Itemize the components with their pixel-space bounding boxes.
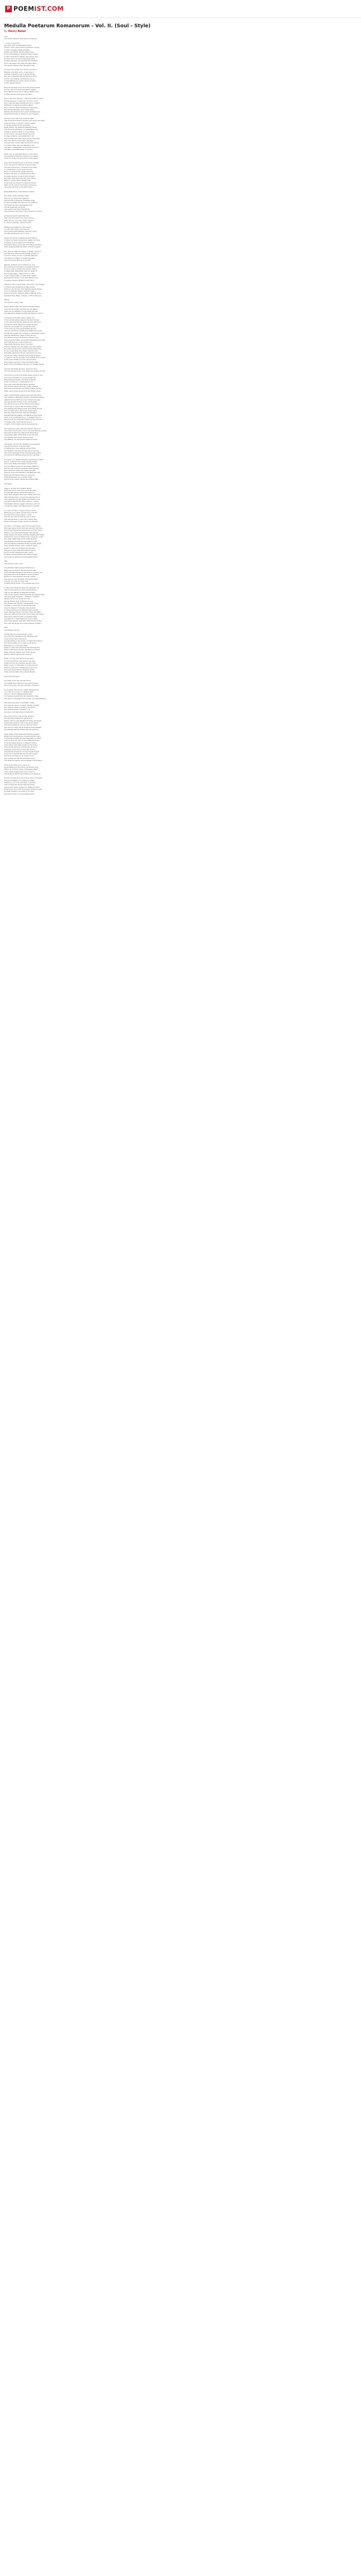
poem-byline [4, 30, 357, 33]
poemist-logo-icon: P [5, 6, 12, 12]
logo-prefix: POEM [13, 5, 35, 12]
poem-body-text: Soul. See Deceit, Elysium, Hell, Raven, Purgatory. ~ Souls for ever live: But when their old Habitations leave, Travel to new; which them in Quarters, receive. I\'d alive, breathe, finally thoughts, Within, and Wither, still the Spirit wave: From its Dwellings to all Mixed Wave in Place, To Men, from Men to Beasts, and newer does. Its place like rock wind forgiveness takes Declares his here, but shall the Old Fashions, The to the same Ione, lends the same name, The various Figures their Reception hide. We know not yet the Soul: how its produc'd, Whether with Body born, or else infus'd: Whether in Death, loved to perish the Air, One one confusedly still, and pursues there: Or thro' arch Bodies, and hersif do'es go; In Dark Brimstone Coasts, and frost below: Or into Beasts rations -- Brave Souls when loos'd from the greater Chain Of Clay, and err'd their new Watch regains, From Earth's gross Clit or Wheel, Pasture rise, In Ether warmer, and enjoy the Skies -- Who could know Nature's, unless her Mind received The Knowledge? or find God, but Dut of God? Who could the Space Immense be of or confin'd Within the Compass of a narrow Mind? How could the Stars, the Dances of the Stars, The Moving Heavens, and content Wars, Beholid And Nature in her devrot Mortality bore, Proportion'd Souls, be subject to our Thought -- Can any doubt that God resides in Man; That Souls from Heav'n descend; and where the Chain Of the he rides, to return to Heav'n again? To all the greater World, appearing Earth, Waves, Air, make the material Frame, And there this Members a commanding Soul; A Parst'd, directs it Motion of the Whole; So 'tis in Men, the lesser World, the Soul Is Chay, unitation, and sturdily thro' wit, But the Effectual Frame when ancest ideas they, This sixty Part its body's first with Rays The less view wonder, that the World is known To itself by Man, since he himself in One, The same Contemplates in his Form it showed And Man is the little Image of his God -- When once th' appointed Hours of Life arrive The passing Words their Former Love sustain, The born a new, and Aboutd'st of fresh again -- Peace with delights never in the Fruit of Plains Soul conceived no Mind by virtuous Frame Thy Here was known, of human Form Dwell To' eternal Part of your Gran only fell, But to we pick sacred, sitting plan fear Within ir the Sun, in youthful Green dress So when, Me'ams' Aconst'd Mold single it His better Part Immortal, and grow ethie'e Pagan to Vogue clame ,Hinght learn In his swift Car Forever t'd Mercury Rome; High o'er the hollow Clouds the Courses lie, And lodge the Hero in the Starry Sky -- Dying Reflections of the Emperor Adrian. Poor little, pretty, fluttring Thing! Must we no longer live together? And dost Thou prune thy trembling Wing, To take thy Flight Thou know'st not whither? Thy humorous Vein, thy pleasing Folly Lies all neglected, all forgot: And pensive wav'ring, melancholy, Thou dread'st, and fear'st, Thou know'st not what.-- Ah fleeting Spirit! wand'ring Fire, That long has warm'd my tender Bosom! Must Thou no more this Frame inspire? No more a pleasing, cheerful Guest? Whither, ah whither art Thou flying? To what dark undiscover'd Shore? Thou seem'st all trembling, shiv'ring, dying, And Wit and Humour are no more. Nature the Power of framing Sounds affords To Man, but Sean Convenience taught us Words. As Infants now for Want of Words devise Expressive Signs, and speak with Hands and Eyes; Their speaking Hand the Want of Words supplies. But, that one Man the Names of Things contriv'd, And that from him their Knowledge all deriv'd, To fond to think: for how could that Man find The Names of Things, or speak a Speaker, And not another Man do so as well? Besides, if Others us'd not Words as once, How was their Profit and Convenience known? Or how could he instruct the Others' Mind? In make them understand what he design'd? Once being single, neither Force nor Wit Could conquer many, or make them submit; Persuade his Words, or tell with Patient Voice A meaner's jargon rattling in their Ears? Therefore since proper Parts, since Voice, and Tongue, To Nature still Sensations in Man belong, Where be the Wonder, that Mankind should Frame For ev'ry diff'rent Thing a diff'rent Name? Since ev'n brute Creatures make a diff'rent Noise, Digestion Fury, Pains, or Fears, or Fill it with Joys -- Spring. See Seasons, Venus, Year. Where Winter ends, and Spring serenely shines, Then Fat the Lambs, and then are the Wines; Then soft the Slumbers on the shady Ground, And then thick Shades the Hilly Mountain's crown'd. The Spring in Forests yields a kindly Aid To Woods the Spring restores the wild's Shade: In the Vernal Spring the Lands abound with Juice, And ask for Seeds that give a bright Produce. Then the Air, present the prolific Showers To the soft Lap of his great Earthly Spouse: Then his vast Body nourishes the Mighty Preceeds, And all, the mighty Life commits'd, with Mighty Seeds. Then the Birds have tongue in airy Groves, And Herds perceive the Season of their Loves. Then teem the Fields, and melted Flake Revolves Taste And fresh Bosoms of the western Air: Then kindly Moisture rises of the fruit: The new Vessels rise, and kindly rear their Heads: Nor fears the Vine but comfort Storms shall bring: Or the rough Haisy Plow Waste clear the vine. But kindly plants her Shoots, and blooms around. And all her Leaves displays with pompous Bloom So joined to Pluck' the dusts, and earthen, their Course In the weak Childhood of the nascent Ware, Then Spring was all, for then the mighty Ring Belt'd, Free from Winter's Storms, in constant Spring -- And now the Fields all trees, and every Tree Now blooms the Grove, now smiles the beauteous Year -- Soon then by Gods from Burthi green buried to live, And ever-young Bacos in to the tender Sin Flavs Besses in Fields, and Birds in Hindry Flows or with Joy to consummate Love. The gods young Day that ushers Springs, And various Leaves adorn the grassy Springs. With such bold Powers are Nature's Parts possess, When, sand in dim moves from the Winter's Rest -- Stand, Winter fields, Seasons surrounds the Wing, And turning in gleamings Springs; the smiling Spring, Afgars from the Divits are now retreats are seen, And spread their Crests on the curling Main: The Herds are not now the Dream below alight, The Frosts no longer chill the Fields a White: The Nymphs and Graces joyful, from Shady Woods, Beyond Light dance, and lovely Venus leads. And they shift their Feet, and and stimulate Ringing With Woodlands, and Ballets at they tread, Then crown'd with Myrtle be, or Dignant Flow'rs, Burst'd from the Earth and Fearful Spring Flowers, To Faunus offer, in the sacred Groves, A Lamb, or Kid, which ever he best approves -- The Graves are gone, behold a World's care-four! Now Grows the Ground, how Loves their Branches green. The Seasons that now, allayed the Rivers Bed, Changeably glide within their proper Bounds; The Nymphs and Graces dance around, And blithely o'er the flowery Meadow bound -- The Spring, the new the warbling Song appears, The glad'st Season of rivulet Years; In Spring the Loves enkindle mutual Fires, The Feather'd Chorus join their Amorous Fires; The Grove springing Fruits with descending Rain, And Groves in diff'ring Greens adorns the Plain -- Now Both cool Stalks of Brewin extend their Ceiling; Secure of Favours from their leading Grains; Now lovely Harts from Heavy Concern tuck; Now blooming Violets for the sweety Manhood And now the Gordelos Guide Ine shell appears Boron all their Winds and release the Jaw; Then the New with Sapphire, and Beat the Song, Berlys are the Waves where for seducing While Philomela loves a tender Strain, And from the Poplar charms the turning Plain -- The Stage. Thence, 'tis said, the Tragedy knows, Unknown before, and rare of It in Her Rise, In Carts the Ogious visions exit'd abroad. Their Faces smear'd with Lees of Wine and Sore; After him the Teller of every the spending Floor; Then Aeshylus brought Masks and Robes in Use, And built a Play-House, and Contriv'd a Scene; The Buskin'd Heroes taught with Grace and Art To tread the Stage, and handsomely to act Part -- No, were at First in Trojan Numbers wrote, Where the poor Their obscene'd for a Groat; Brought in the Songs raised to dwell And end the ruinous with the victory Feet. This was the Rest to fortre the Comedy Play, Where drunk and women, and ill wit the Play. Nor Flute, or Trumpet, grac'd the ancient Scene; But Pipes whose Stops were few, and Wooden Vows Serv'd gent Expression and placed in former Plays; Where to the Guest and Amateur were Proud; When Gallies lure Flesh, and Ray Amphitheatre Plays; Of their Boz ones how Hand of the Conquests round, And wider Walls enlarg'd the Cities Bounds; Then Bestial on Public Streets begin to lead, And new Fabrics increased in the sounding Mead; Then graceful Motion, and a pompous Dress, Begun to grace the Number and the Play; The gas no more sufficient Digitum Sound, But th' a lofty rehearsed Organ, bound, Or Public Intemperament its Sentence Rank, And spoke prophetical as the Delphian Vault -- Star. See Chariots, Orion, Sun. The glittering Stars at equal Distance lie, Make various Shapes, and shed all the Sky About Animals through in the World's Top they rise, Beholding the Fork of Nature's Lustrous Place, Which in a wide Embrace does all contain: The spacious Air, the Earth, and raging Main; The Sky, as Lords of a wide One Its Wind-driven Areas, or Eye-Gleam and grow -- So thick with Stars the Skies are spangled o'er, That not the Sands upon the winding Shore, That not the Billows in tempestuous Rain, That not the Leaves which adorn the Woodlands clean Can show their Numbers -- Numbers Confess'd Arithmetick's Voice in the Account: And as if Stars upon, as Rivers do need, Five Rustles gai, and Brov the Kingdom vo'ed; At flight to colour this not the People bear, Then the Maker's Trumpets of the ancient, To seize the Heaven by different Stars prevail Some, like the Arbiter, with Heat, Rays, are Blinc, And some with less The mud'rous Crowds with Fume, Were those endowed with a propulsive Dart, The Shine as cordial Fashion as from a Mart, They hung agreed, must have shrunk'd the Frame, Res could the World Now burnt a Feeble a Flame -- Star. See Rainbow, Storm. All that Rain fron the Summer's Sun?, Now from the Thomists in full Hardness run? A sad Storm, there have been, Together Rebel to the Green, or South Wind Blew'd, Gilt and thoughts yet, he said, wrest there? Wherefore be to find this upper, What is to find will Adventure and Wind the Fin, Where wills Dies both Aldo and Bade of Course? Takes, with the Mildest Soul on the Hours, Method and Eloquence will cease for -- When you read, and will not leave know To cast new Words, well tuned to the Age; While in a tone and weather and Bur Vows, While a wary or a Prospect of ornament here, Death is a Pursuit of Things men hold in Fee, Why men should Words challenge Forms; When glorious Men, and pompous Beauty -- Grow with the Fancy -- Out many revert the obsolete Word, And banish those that now are most in Vogue; Use is the Judge, and Law, and Rule of Speech -- Good Verses must be the certain Standard tell, To it, that be a Tower or a Temple Hall; That not only for distinguishing Ways, No Fleeting Ancient they, find attraction Time, And Words, consequent, from shoals, and Cheerful Blue -- Who knows the Duty of all Ranks of Men, And what he owes to Country, Parents, Friends, How Judges, and how Senators should act, And what becomes a General to do: And give to all their proper Characters -- Honourious whom vain Goodes advance And lear'ngly mislead the ugliest Frey; Where, who for, and delight'd in Young and Green, Sound and Listeners I the Foods alone regard That alone advances, and no vain new Scene Give that for Truth whose Presence need pleasant, And dancing Parcels Strains like saw used as -- Monh where a kind impressive Phrase appears, Bright from the Shadows of some hundred Years An Unrivalled White Sun and Sing Blum so wither Can't so more Nor are, in Show Rendegh Sever; Or he she begin his Boet or Emperor Grace, Of the Fame with hither bright for his Home; Thus but the full Tide of Eloquence its Flow, Gammerly seen, and yet diversely strong, And with the Treasures of Lean foreign Tongue It give the Countries and the Ancient Tongue. But shows no Fancy so on scraps a tone; The Learned all with its stuff And Echoes, The Week Fix Nature, and a Polished Conversation -- Come my Pomona, and I was in Ire, Whom Pallas and the Graces can all and more What's in of Elders break of Pharsalia's Faith, Those whom Pompeii and Cesar loved in, And Pontbury Mentioned Publican, but Applause. He who its stare more stood from Lines of Virulent, Friends left Behind, In Nehimi's Pudding, Modern Joy for Gods, and sails, on admire, And to deliver the Scene trails the Sense, And ancient Times compar'd to Abandon's Fare, Which Poets now, what Scotchme's Ambition want? Or what convert'd, is worthy to be read? By learned Critics, of the Judging Dead? -- [4, 36, 47, 795]
author-link[interactable]: Henry Baker [8, 30, 26, 33]
poem-title: Medulla Poetarum Romanorum - Vol. II. (Soul - Style) [4, 23, 151, 29]
logo-suffix: IST.COM [34, 5, 64, 12]
byline-prefix: by [4, 30, 8, 33]
site-header [0, 0, 361, 18]
site-logo-link[interactable] [5, 5, 63, 12]
poem-content [0, 18, 361, 2576]
site-logo-text [13, 5, 63, 12]
